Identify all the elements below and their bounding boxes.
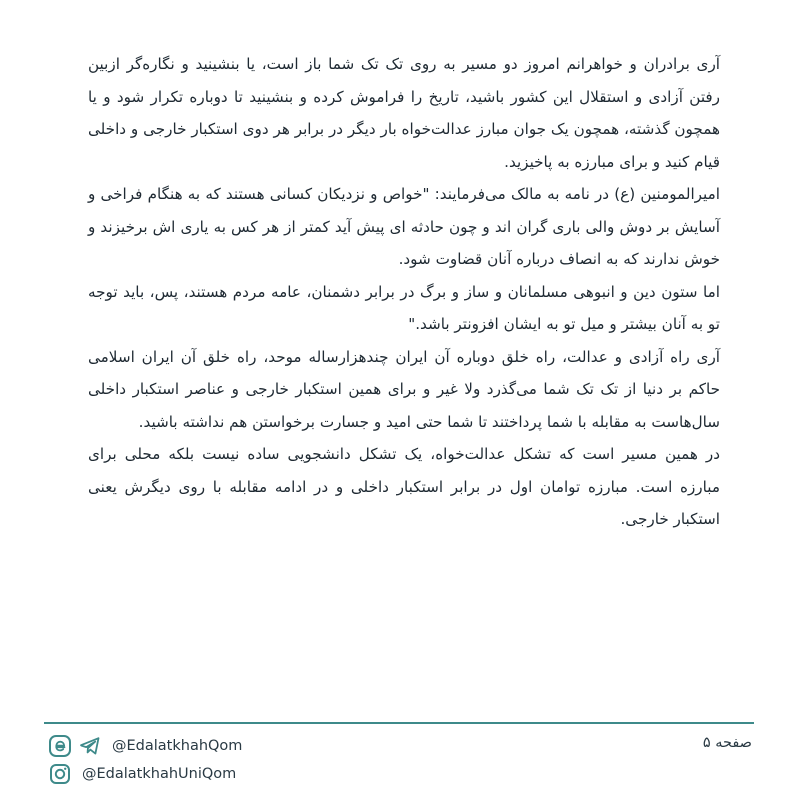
instagram-icon[interactable] <box>48 762 72 786</box>
paragraph-3: اما ستون دین و انبوهی مسلمانان و ساز و برگ در برابر دشمنان، عامه مردم هستند، پس، باید توجه تو به آنان بیشتر و میل تو به ایشان افزونتر باشد." <box>88 282 720 333</box>
footer-divider <box>44 722 754 724</box>
telegram-icon[interactable] <box>78 734 102 758</box>
social-row-telegram[interactable] <box>48 734 242 758</box>
paragraph-1: آری برادران و خواهرانم امروز دو مسیر به روی تک تک شما باز است، یا بنشینید و نگاره‌گر ازبین رفتن آزادی و استقلال این کشور باشید، تاریخ را فراموش کرده و بنشینید تا دوباره تکرار شود و یا همچون گذشته، همچون یک جوان مبارز عدالت‌خواه بار دیگر در برابر هر دوی استکبار خارجی و داخلی قیام کنید و برای مبارزه به پاخیزید. <box>88 55 720 171</box>
instagram-handle[interactable]: @EdalatkhahUniQom <box>82 766 237 782</box>
social-row-instagram[interactable] <box>48 762 236 786</box>
eitaa-icon[interactable] <box>48 734 72 758</box>
paragraph-5: در همین مسیر است که تشکل عدالت‌خواه، یک تشکل دانشجویی ساده نیست بلکه محلی برای مبارزه است. مبارزه توامان اول در برابر استکبار داخلی و در ادامه مقابله با روی دیگرش یعنی استکبار خارجی. <box>88 445 720 528</box>
paragraph-4: آری راه آزادی و عدالت، راه خلق دوباره آن ایران چندهزارساله موحد، راه خلق آن ایران اسلامی حاکم بر دنیا از تک تک شما می‌گذرد ولا غیر و برای همین استکبار خارجی و عناصر استکبار داخلی سال‌هاست به مقابله با شما پرداختند تا شما حتی امید و جسارت برخواستن هم نداشته باشید. <box>88 347 720 431</box>
article-body <box>88 48 720 536</box>
paragraph-2: امیرالمومنین (ع) در نامه به مالک می‌فرمایند: "خواص و نزدیکان کسانی هستند که به هنگام فراخی و آسایش بر دوش والی باری گران اند و چون حادثه ای پیش آید کمتر از هر کس به یاری اش برخیزند و خوش ندارند که به انصاف درباره آنان قضاوت شود. <box>88 185 720 268</box>
telegram-handle[interactable]: @EdalatkhahQom <box>112 738 243 754</box>
page-number: صفحه ۵ <box>702 735 752 751</box>
